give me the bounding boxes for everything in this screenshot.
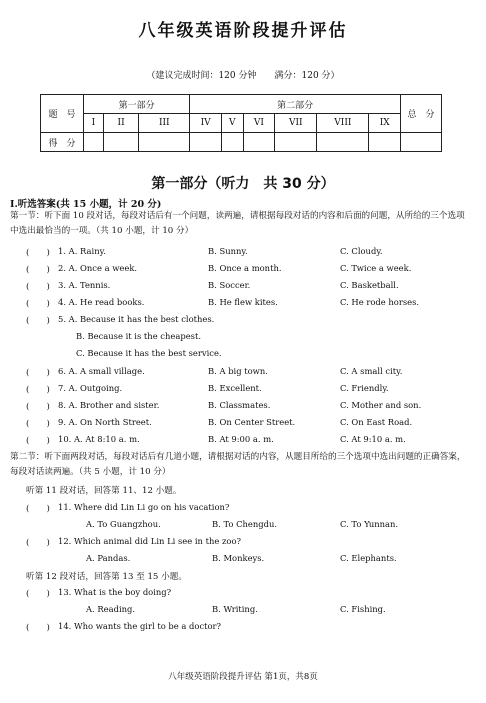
q-option-c: C. At 9:10 a. m. — [340, 434, 406, 444]
answer-blank[interactable]: ( ) — [26, 265, 50, 275]
score-cell[interactable] — [275, 133, 317, 152]
q-option-c: C. On East Road. — [340, 417, 413, 427]
score-cell[interactable] — [84, 133, 104, 152]
score-cell[interactable] — [103, 133, 138, 152]
page-footer: 八年级英语阶段提升评估 第1页，共8页 — [168, 672, 318, 682]
q-option-a: 4. A. He read books. — [58, 297, 145, 307]
q-option-c: C. Basketball. — [340, 280, 399, 290]
score-table — [40, 94, 442, 152]
numeral-cell: IX — [369, 114, 401, 133]
answer-blank[interactable]: ( ) — [26, 282, 50, 292]
section1-instructions: 第一节：听下面 10 段对话，每段对话后有一个问题，读两遍，请根据每段对话的内容和后面的问题，从所给的三个选项中选出最恰当的一项。（共 10 小题，计 10 分） — [10, 211, 465, 236]
numeral-cell: IV — [190, 114, 222, 133]
q-option-c: C. He rode horses. — [340, 297, 420, 307]
q-option-a: 1. A. Rainy. — [58, 246, 106, 256]
answer-blank[interactable]: ( ) — [26, 368, 50, 378]
q-option-b: B. To Chengdu. — [212, 519, 278, 529]
q-option-a: 3. A. Tennis. — [58, 280, 111, 290]
score-cell[interactable] — [222, 133, 244, 152]
q-option-c: C. Friendly. — [340, 383, 389, 393]
total-header: 总 分 — [401, 95, 442, 133]
score-cell[interactable] — [190, 133, 222, 152]
numeral-cell: II — [103, 114, 138, 133]
q-option-c: C. Elephants. — [340, 553, 397, 563]
q-option-a: 8. A. Brother and sister. — [58, 400, 160, 410]
q-option-b: B. Writing. — [212, 604, 258, 614]
q-option-a: A. Pandas. — [86, 553, 131, 563]
answer-blank[interactable]: ( ) — [26, 385, 50, 395]
q-option-b: B. Because it is the cheapest. — [76, 331, 201, 341]
q-option-a: 5. A. Because it has the best clothes. — [58, 314, 215, 324]
part2-header: 第二部分 — [190, 95, 401, 114]
q-option-c: C. Because it has the best service. — [76, 348, 222, 358]
q-option-a: 9. A. On North Street. — [58, 417, 152, 427]
score-cell[interactable] — [317, 133, 369, 152]
row-title: 题 号 — [41, 95, 84, 133]
answer-blank[interactable]: ( ) — [26, 538, 50, 548]
q-option-b: B. Monkeys. — [212, 553, 265, 563]
q-option-c: C. Mother and son. — [340, 400, 422, 410]
q-stem: 12. Which animal did Lin Li see in the zoo? — [58, 536, 241, 546]
answer-blank[interactable]: ( ) — [26, 402, 50, 412]
exam-info: （建议完成时间：120 分钟 满分：120 分） — [146, 71, 340, 81]
q-option-b: B. Sunny. — [208, 246, 248, 256]
answer-blank[interactable]: ( ) — [26, 419, 50, 429]
score-cell[interactable] — [139, 133, 190, 152]
answer-blank[interactable]: ( ) — [26, 299, 50, 309]
score-cell[interactable] — [243, 133, 275, 152]
q-option-a: 7. A. Outgoing. — [58, 383, 123, 393]
answer-blank[interactable]: ( ) — [26, 504, 50, 514]
score-label: 得 分 — [41, 133, 84, 152]
q-stem: 11. Where did Lin Li go on his vacation? — [58, 502, 230, 512]
q-option-c: C. Fishing. — [340, 604, 386, 614]
numeral-cell: VI — [243, 114, 275, 133]
section1-heading: Ⅰ.听选答案(共 15 小题，计 20 分) — [10, 199, 162, 210]
q-option-a: A. Reading. — [86, 604, 136, 614]
q-stem: 14. Who wants the girl to be a doctor? — [58, 621, 222, 631]
total-score-cell[interactable] — [401, 133, 442, 152]
q-option-b: B. Once a month. — [208, 263, 282, 273]
answer-blank[interactable]: ( ) — [26, 316, 50, 326]
q-option-b: B. At 9:00 a. m. — [208, 434, 274, 444]
q-option-c: C. A small city. — [340, 366, 403, 376]
numeral-cell: V — [222, 114, 244, 133]
answer-blank[interactable]: ( ) — [26, 248, 50, 258]
part1-heading: 第一部分（听力 共 30 分） — [151, 176, 335, 192]
score-cell[interactable] — [369, 133, 401, 152]
page-title: 八年级英语阶段提升评估 — [138, 21, 348, 41]
q-option-b: B. Soccer. — [208, 280, 251, 290]
numeral-cell: VIII — [317, 114, 369, 133]
numeral-cell: VII — [275, 114, 317, 133]
q-option-c: C. To Yunnan. — [340, 519, 399, 529]
q-option-c: C. Twice a week. — [340, 263, 412, 273]
numeral-cell: I — [84, 114, 104, 133]
q-option-b: B. Excellent. — [208, 383, 262, 393]
dialog11-intro: 听第 11 段对话，回答第 11、12 小题。 — [26, 486, 182, 496]
part1-header: 第一部分 — [84, 95, 190, 114]
q-option-b: B. Classmates. — [208, 400, 271, 410]
q-option-a: 6. A. A small village. — [58, 366, 145, 376]
q-option-b: B. A big town. — [208, 366, 268, 376]
numeral-cell: III — [139, 114, 190, 133]
answer-blank[interactable]: ( ) — [26, 436, 50, 446]
q-option-b: B. On Center Street. — [208, 417, 296, 427]
section2-instructions: 第二节：听下面两段对话，每段对话后有几道小题，请根据对话的内容，从题目所给的三个选项中选出问题的正确答案，每段对话读两遍。（共 5 小题，计 10 分） — [10, 452, 466, 477]
q-option-a: 10. A. At 8:10 a. m. — [58, 434, 140, 444]
q-option-a: 2. A. Once a week. — [58, 263, 138, 273]
q-stem: 13. What is the boy doing? — [58, 587, 172, 597]
answer-blank[interactable]: ( ) — [26, 589, 50, 599]
q-option-c: C. Cloudy. — [340, 246, 383, 256]
q-option-a: A. To Guangzhou. — [86, 519, 161, 529]
dialog12-intro: 听第 12 段对话，回答第 13 至 15 小题。 — [26, 572, 187, 582]
answer-blank[interactable]: ( ) — [26, 623, 50, 633]
q-option-b: B. He flew kites. — [208, 297, 278, 307]
